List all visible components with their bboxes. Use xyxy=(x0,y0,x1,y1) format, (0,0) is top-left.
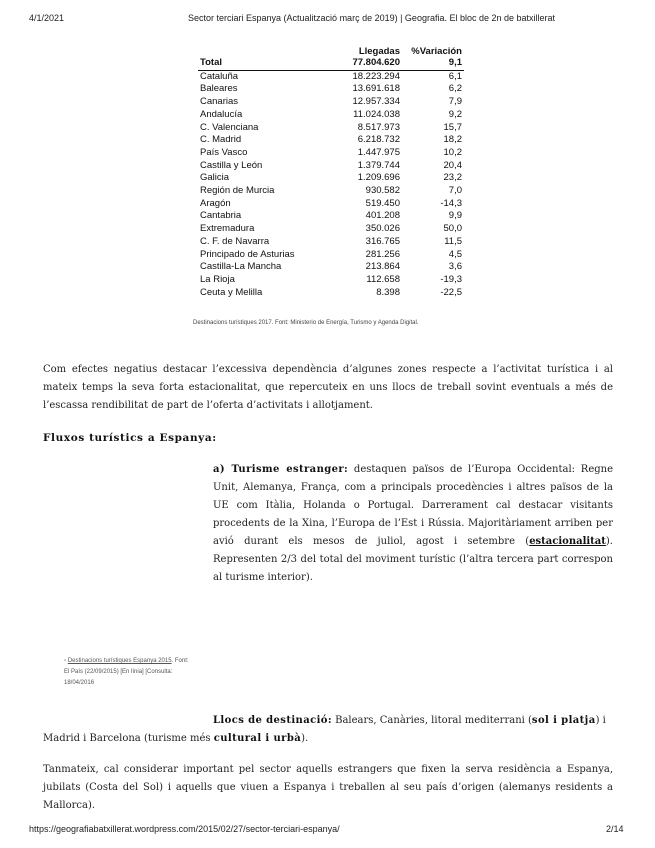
cell-variation: 15,7 xyxy=(443,121,462,133)
cell-region: C. Valenciana xyxy=(200,121,259,133)
footnote-link[interactable]: Destinacions turístiques Espanya 2015 xyxy=(67,658,172,664)
cell-variation: 9,2 xyxy=(448,108,462,120)
section-heading: Fluxos turístics a Espanya: xyxy=(43,432,217,444)
cell-arrivals: 8.517.973 xyxy=(357,121,400,133)
cultural-urban-bold: cultural i urbà xyxy=(213,733,302,744)
cell-region: Región de Murcia xyxy=(200,185,275,197)
cell-arrivals: 1.209.696 xyxy=(357,172,400,184)
tourism-destinations-table xyxy=(198,46,464,299)
cell-arrivals: 350.026 xyxy=(365,223,400,235)
cell-variation: 50,0 xyxy=(443,223,462,235)
cell-arrivals: 13.691.618 xyxy=(352,83,400,95)
cell-arrivals: 519.450 xyxy=(365,197,400,209)
destinations-label: Llocs de destinació: xyxy=(213,715,332,726)
cell-variation: 7,0 xyxy=(448,185,462,197)
table-header-row xyxy=(198,46,464,57)
total-label: Total xyxy=(198,57,336,70)
table-row xyxy=(198,122,464,135)
page-header-title: Sector terciari Espanya (Actualització març de 2019) | Geografia. El bloc de 2n de batxillerat xyxy=(188,13,556,23)
total-arrivals: 77.804.620 xyxy=(336,57,402,70)
cell-variation: -22,5 xyxy=(440,286,462,298)
cell-arrivals: 12.957.334 xyxy=(352,96,400,108)
column-header-variation: %Variación xyxy=(411,46,462,57)
table-row xyxy=(198,261,464,274)
footnote-text: . Font: El País (22/09/2015) [En línia] [Consulta: 18/04/2016 xyxy=(64,658,189,686)
cell-region: Extremadura xyxy=(200,223,255,235)
cell-arrivals: 316.765 xyxy=(365,235,400,247)
cell-arrivals: 11.024.038 xyxy=(353,108,400,120)
cell-arrivals: 930.582 xyxy=(365,185,400,197)
cell-region: Andalucía xyxy=(200,108,243,120)
cell-region: Baleares xyxy=(200,83,238,95)
foreign-tourism-label: a) Turisme estranger: xyxy=(213,464,349,475)
paragraph-destinations xyxy=(43,712,613,748)
table-row xyxy=(198,134,464,147)
destinations-text-b: ) i Madrid i Barcelona (turisme més xyxy=(43,715,606,744)
table-row xyxy=(198,249,464,262)
footer-url: https://geografiabatxillerat.wordpress.com/2015/02/27/sector-terciari-espanya/ xyxy=(29,824,340,834)
sun-beach-bold: sol i platja xyxy=(531,715,596,726)
cell-variation: 4,5 xyxy=(448,248,462,260)
table-total-row xyxy=(198,57,464,70)
foreign-tourism-text-a: destaquen països de l’Europa Occidental: Regne Unit, Alemanya, França, com a principals procedències i altres països de la UE com Itàlia, Holanda o Portugal. Darrerament cal destacar visitants procedents de la Xina, l’Europa de l’Est i Rússia. Majoritàriament arriben per avió durant els mesos de juliol, agost i setembre ( xyxy=(213,464,614,547)
cell-arrivals: 18.223.294 xyxy=(352,70,400,82)
table-row xyxy=(198,185,464,198)
cell-arrivals: 213.864 xyxy=(365,261,400,273)
cell-arrivals: 401.208 xyxy=(365,210,400,222)
cell-variation: 20,4 xyxy=(443,159,462,171)
table-row xyxy=(198,198,464,211)
cell-variation: 6,2 xyxy=(448,83,462,95)
cell-variation: 18,2 xyxy=(443,134,462,146)
cell-arrivals: 112.658 xyxy=(366,273,400,285)
cell-region: Galicia xyxy=(200,172,230,184)
image-footnote xyxy=(64,656,194,689)
cell-region: Castilla y León xyxy=(200,159,263,171)
table-row xyxy=(198,287,464,300)
table-row xyxy=(198,172,464,185)
cell-variation: 11,5 xyxy=(444,235,462,247)
cell-variation: 10,2 xyxy=(443,146,462,158)
destinations-text-a: Balears, Canàries, litoral mediterrani ( xyxy=(331,715,532,726)
cell-region: Cantabria xyxy=(200,210,242,222)
cell-region: Cataluña xyxy=(200,70,239,82)
cell-variation: 9,9 xyxy=(448,210,462,222)
cell-variation: 3,6 xyxy=(448,261,462,273)
cell-arrivals: 1.447.975 xyxy=(357,146,400,158)
table-row xyxy=(198,210,464,223)
table-row xyxy=(198,274,464,287)
page-number: 2/14 xyxy=(606,824,624,834)
cell-region: Ceuta y Melilla xyxy=(200,286,263,298)
column-header-arrivals: Llegadas xyxy=(358,46,400,57)
cell-variation: 7,9 xyxy=(448,96,462,108)
table-row xyxy=(198,96,464,109)
cell-variation: -14,3 xyxy=(440,197,462,209)
paragraph-residents: Tanmateix, cal considerar important pel sector aquells estrangers que fixen la serva residència a Espanya, jubilats (Costa del Sol) i aquells que viuen a Espanya i treballen al seu país d’origen (alemanys residents a Mallorca). xyxy=(43,764,613,811)
foreign-tourism-text-b: ). Representen 2/3 del total del moviment turístic (l’altra tercera part correspon al turisme interior). xyxy=(213,536,613,583)
paragraph-negative-effects: Com efectes negatius destacar l’excessiva dependència d’algunes zones respecte a l’activitat turística i al mateix temps la seva forta estacionalitat, que repercuteix en uns llocs de treball sovint eventuals a més de l’escassa rendibilitat de part de l’oferta d’activitats i allotjament. xyxy=(43,364,613,411)
cell-region: Canarias xyxy=(200,96,239,108)
cell-region: País Vasco xyxy=(200,146,248,158)
cell-variation: 23,2 xyxy=(443,172,462,184)
cell-region: Castilla-La Mancha xyxy=(200,261,282,273)
destinations-text-c: ). xyxy=(301,733,309,744)
cell-region: Principado de Asturias xyxy=(200,248,295,260)
cell-variation: -19,3 xyxy=(440,273,462,285)
column-header-region xyxy=(198,46,336,57)
print-date: 4/1/2021 xyxy=(29,13,65,23)
total-variation: 9,1 xyxy=(402,57,464,70)
table-row xyxy=(198,223,464,236)
cell-arrivals: 8.398 xyxy=(376,286,400,298)
cell-region: Aragón xyxy=(200,197,231,209)
cell-arrivals: 1.379.744 xyxy=(357,159,400,171)
cell-variation: 6,1 xyxy=(448,70,462,82)
broken-image-icon: ▫ xyxy=(64,658,67,664)
estacionalitat-link[interactable]: estacionalitat xyxy=(529,536,606,547)
table-row xyxy=(198,160,464,173)
cell-region: La Rioja xyxy=(200,273,235,285)
cell-arrivals: 281.256 xyxy=(365,248,400,260)
paragraph-foreign-tourism xyxy=(213,461,613,587)
cell-region: C. Madrid xyxy=(200,134,242,146)
table-row xyxy=(198,109,464,122)
table-row xyxy=(198,147,464,160)
table-caption: Destinacions turístiques 2017. Font: Ministerio de Energía, Turismo y Agenda Digital. xyxy=(193,320,419,326)
table-row xyxy=(198,236,464,249)
table-row xyxy=(198,83,464,96)
cell-arrivals: 6.218.732 xyxy=(357,134,400,146)
table-row xyxy=(198,70,464,83)
cell-region: C. F. de Navarra xyxy=(200,235,270,247)
